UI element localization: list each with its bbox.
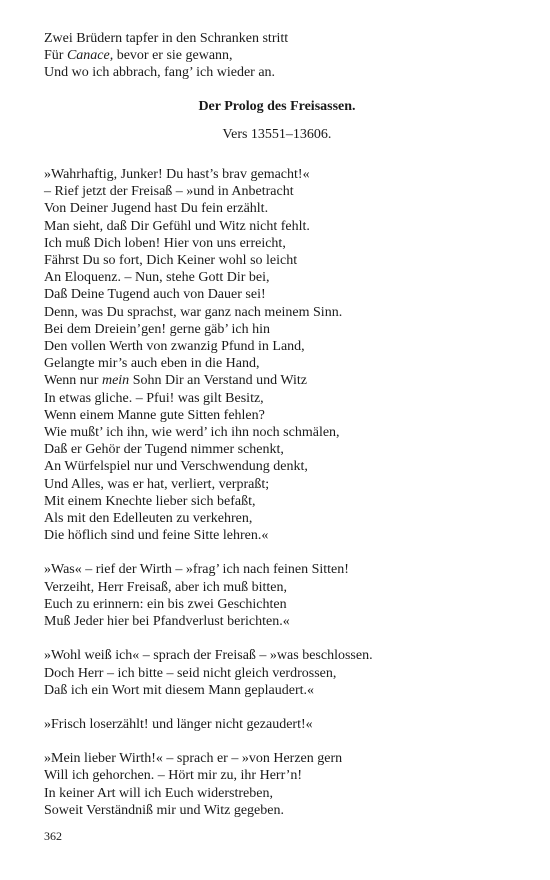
stanza-2 xyxy=(44,561,510,630)
verse-line: Soweit Verständniß mir und Witz gegeben. xyxy=(44,802,284,818)
verse-line: Zwei Brüdern tapfer in den Schranken stritt xyxy=(44,31,289,46)
verse-line: »Was« – rief der Wirth – »frag’ ich nach feinen Sitten! xyxy=(44,562,349,578)
italic-name: Canace, xyxy=(66,48,114,64)
verse-line: Denn, was Du sprachst, war ganz nach meinem Sinn. xyxy=(44,304,343,320)
verse-line: Daß er Gehör der Tugend nimmer schenkt, xyxy=(44,442,284,458)
verse-reference: Vers 13551–13606. xyxy=(222,126,332,142)
verse-line: Verzeiht, Herr Freisaß, aber ich muß bitten, xyxy=(44,579,287,595)
verse-line: Und wo ich abbrach, fang’ ich wieder an. xyxy=(44,65,276,81)
verse-line: Mit einem Knechte lieber sich befaßt, xyxy=(44,493,256,509)
verse-line: Wenn nur mein Sohn Dir an Verstand und Witz xyxy=(44,373,307,389)
verse-line: Euch zu erinnern: ein bis zwei Geschichten xyxy=(44,596,287,612)
italic-word: mein xyxy=(101,373,130,389)
stanza-4 xyxy=(44,716,510,733)
verse-line: In etwas gliche. – Pfui! was gilt Besitz, xyxy=(44,390,264,406)
verse-line: Man sieht, daß Dir Gefühl und Witz nicht fehlt. xyxy=(44,218,310,234)
verse-line: Ich muß Dich loben! Hier von uns erreicht, xyxy=(44,235,286,251)
verse-line: »Wohl weiß ich« – sprach der Freisaß – »was beschlossen. xyxy=(44,648,373,664)
verse-line: Doch Herr – ich bitte – seid nicht gleich verdrossen, xyxy=(44,665,337,681)
stanza-3 xyxy=(44,647,510,699)
verse-line: – Rief jetzt der Freisaß – »und in Anbetracht xyxy=(44,184,294,200)
verse-line: Wie mußt’ ich ihn, wie werd’ ich ihn noch schmälen, xyxy=(44,425,340,441)
verse-line: Von Deiner Jugend hast Du fein erzählt. xyxy=(44,201,269,217)
verse-line: Die höflich sind und feine Sitte lehren.« xyxy=(44,528,269,544)
verse-line: Als mit den Edelleuten zu verkehren, xyxy=(44,511,253,527)
verse-line: Für Canace, bevor er sie gewann, xyxy=(44,48,233,64)
verse-line: Gelangte mir’s auch eben in die Hand, xyxy=(44,356,260,372)
verse-line: Bei dem Dreiein’gen! gerne gäb’ ich hin xyxy=(44,321,270,337)
verse-line: »Mein lieber Wirth!« – sprach er – »von Herzen gern xyxy=(44,751,343,767)
stanza-gap xyxy=(44,699,510,716)
verse-line: Den vollen Werth von zwanzig Pfund in Land, xyxy=(44,339,305,355)
verse-line: In keiner Art will ich Euch widerstreben, xyxy=(44,785,273,801)
verse-line: Daß Deine Tugend auch von Dauer sei! xyxy=(44,287,266,303)
stanza-1 xyxy=(44,166,510,544)
verse-line: Will ich gehorchen. – Hört mir zu, ihr Herr’n! xyxy=(44,768,303,784)
verse-line: Daß ich ein Wort mit diesem Mann geplaudert.« xyxy=(44,682,314,698)
verse-line: Wenn einem Manne gute Sitten fehlen? xyxy=(44,407,265,423)
stanza-gap xyxy=(44,544,510,561)
stanza-gap xyxy=(44,733,510,750)
verse-line: »Frisch loserzählt! und länger nicht gezaudert!« xyxy=(44,716,313,732)
verse-line: An Eloquenz. – Nun, stehe Gott Dir bei, xyxy=(44,270,270,286)
page-number: 362 xyxy=(44,829,62,843)
stanza-5 xyxy=(44,750,510,819)
stanza-gap xyxy=(44,630,510,647)
verse-line: »Wahrhaftig, Junker! Du hast’s brav gemacht!« xyxy=(44,167,310,183)
verse-line: Muß Jeder hier bei Pfandverlust berichten.« xyxy=(44,614,290,630)
opening-lines xyxy=(44,30,510,82)
verse-line: Und Alles, was er hat, verliert, verpraßt; xyxy=(44,476,270,492)
verse-line: An Würfelspiel nur und Verschwendung denkt, xyxy=(44,459,308,475)
verse-line: Fährst Du so fort, Dich Keiner wohl so leicht xyxy=(44,253,298,269)
section-heading: Der Prolog des Freisassen. xyxy=(198,98,356,114)
